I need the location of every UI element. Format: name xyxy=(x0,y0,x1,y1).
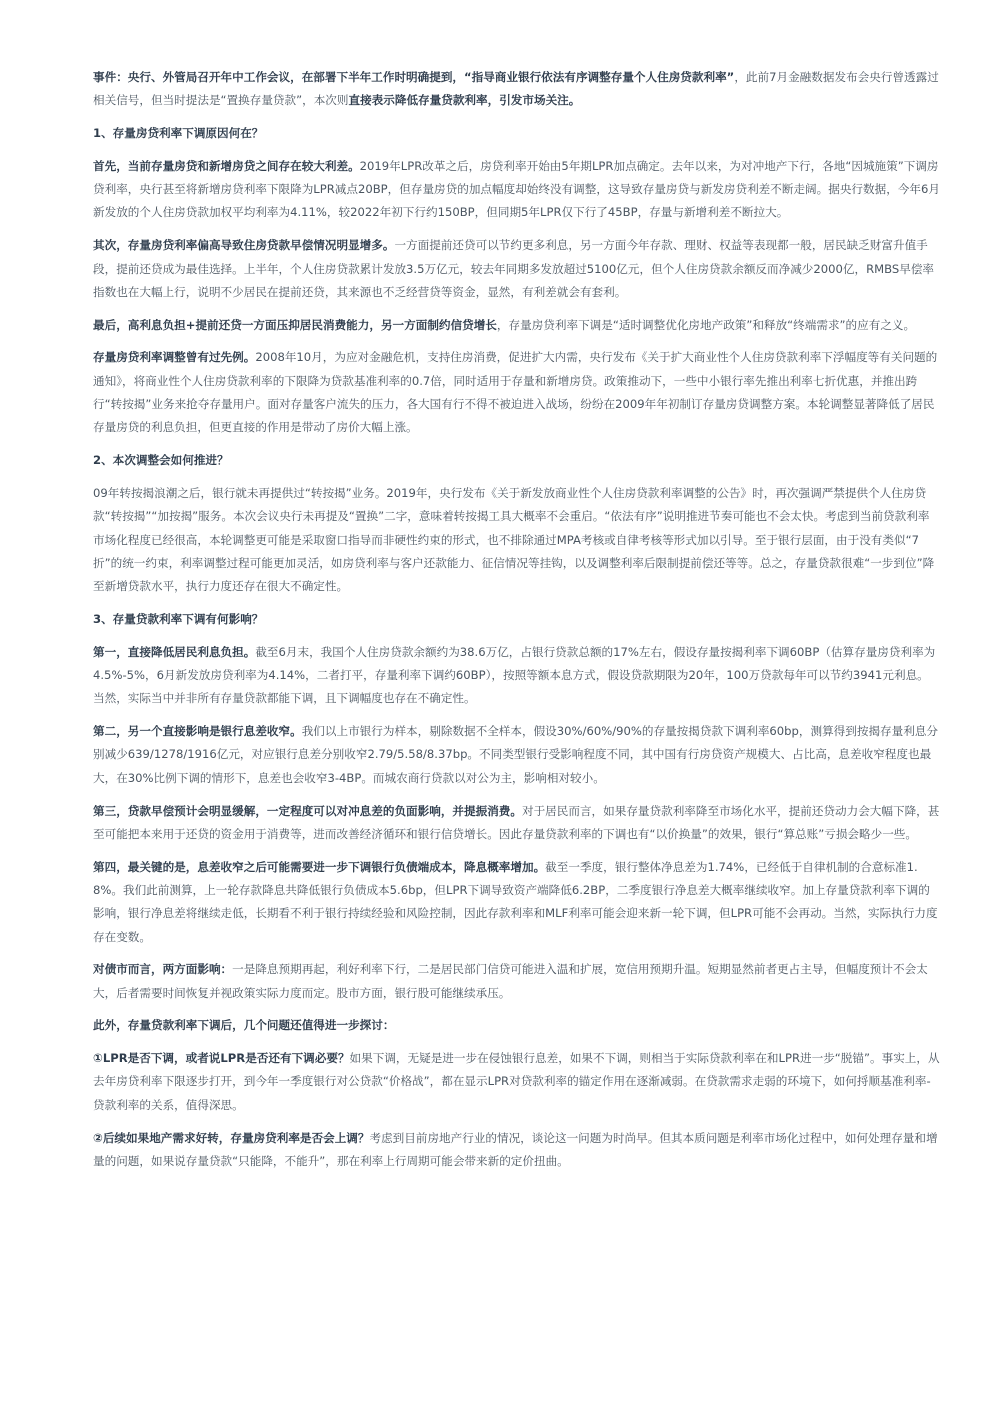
bold-text: 事件：央行、外管局召开年中工作会议，在部署下半年工作时明确提到，“指导商业银行依法有序调整存量个人住房贷款利率” xyxy=(93,70,735,84)
section-heading: 2、本次调整会如何推进？ xyxy=(93,453,229,468)
body-paragraph xyxy=(93,1047,940,1117)
bold-text: 第二，另一个直接影响是银行息差收窄。 xyxy=(93,724,302,739)
body-paragraph xyxy=(93,641,940,711)
bold-text: 直接表示降低存量贷款利率，引发市场关注。 xyxy=(348,93,581,108)
bold-text: 首先，当前存量房贷和新增房贷之间存在较大利差。 xyxy=(93,158,360,173)
bold-text: 第四，最关键的是，息差收窄之后可能需要进一步下调银行负债端成本，降息概率增加。 xyxy=(93,859,546,874)
bold-text: 对债市而言，两方面影响： xyxy=(93,962,233,977)
body-paragraph xyxy=(93,346,940,439)
body-text: ，此前7月金融数据发布会央行曾透露过相关信号，但当时提法是“置换存量贷款”，本次则 xyxy=(93,70,939,108)
body-text: 我们以上市银行为样本，剔除数据不全样本，假设30%/60%/90%的存量按揭贷款下调利率60bp，测算得到按揭存量利息分别减少639/1278/1916亿元，对应银行息差分别收窄2.79/5.58/8.37bp。不同类型银行受影响程度不同，其中国有行房贷资产规模大、占比高，息差收窄程度也最大，在30%比例下调的情形下，息差也会收窄3-4BP。而城农商行贷款以对公为主，影响相对较小。 xyxy=(93,724,939,785)
bold-text: 存量房贷利率调整曾有过先例。 xyxy=(93,350,256,365)
bold-text: 第三，贷款早偿预计会明显缓解，一定程度可以对冲息差的负面影响，并提振消费。 xyxy=(93,803,522,818)
body-paragraph xyxy=(93,482,940,598)
body-text: 截至6月末，我国个人住房贷款余额约为38.6万亿，占银行贷款总额的17%左右，假设存量按揭利率下调60BP（估算存量房贷利率为4.5%-5%，6月新发放房贷利率为4.14%，二者打平，存量利率下调约60BP），按照等额本息方式，假设贷款期限为20年，100万贷款每年可以节约3941元利息。当然，实际当中并非所有存量贷款都能下调，且下调幅度也存在不确定性。 xyxy=(93,644,936,706)
body-paragraph xyxy=(93,314,940,337)
body-text: 2019年LPR改革之后，房贷利率开始由5年期LPR加点确定。去年以来，为对冲地产下行，各地“因城施策”下调房贷利率，央行甚至将新增房贷利率下限降为LPR减点20BP，但存量房贷的加点幅度却始终没有调整，这导致存量房贷与新发房贷利差不断走阔。据央行数据，今年6月新发放的个人住房贷款加权平均利率为4.11%，较2022年初下行约150BP，但同期5年LPR仅下行了45BP，存量与新增利差不断拉大。 xyxy=(93,158,940,220)
body-paragraph xyxy=(93,155,940,225)
body-text: 对于居民而言，如果存量贷款利率降至市场化水平，提前还贷动力会大幅下降，甚至可能把本来用于还贷的资金用于消费等，进而改善经济循环和银行信贷增长。因此存量贷款利率的下调也有“以价换量”的效果，银行“算总账”亏损会略少一些。 xyxy=(93,803,940,841)
body-paragraph xyxy=(93,66,940,113)
section-heading: 1、存量房贷利率下调原因何在？ xyxy=(93,126,264,141)
section-heading: 3、存量贷款利率下调有何影响？ xyxy=(93,611,264,626)
bold-text: 最后，高利息负担+提前还贷一方面压抑居民消费能力，另一方面制约信贷增长 xyxy=(93,317,497,332)
body-paragraph xyxy=(93,800,940,847)
body-text: 考虑到目前房地产行业的情况，谈论这一问题为时尚早。但其本质问题是利率市场化过程中，如何处理存量和增量的问题，如果说存量贷款“只能降，不能升”，那在利率上行周期可能会带来新的定价扭曲。 xyxy=(93,1130,938,1168)
body-text: 截至一季度，银行整体净息差为1.74%，已经低于自律机制的合意标准1.8%。我们此前测算，上一轮存款降息共降低银行负债成本5.6bp，但LPR下调导致资产端降低6.2BP，二季度银行净息差大概率继续收窄。加上存量贷款利率下调的影响，银行净息差将继续走低，长期看不利于银行持续经验和风险控制，因此存款利率和MLF利率可能会迎来新一轮下调，但LPR可能不会再动。当然，实际执行力度存在变数。 xyxy=(93,859,938,944)
body-paragraph xyxy=(93,234,940,304)
section-heading: 此外，存量贷款利率下调后，几个问题还值得进一步探讨： xyxy=(93,1018,395,1033)
body-text: 如果下调，无疑是进一步在侵蚀银行息差，如果不下调，则相当于实际贷款利率在和LPR进一步“脱锚”。事实上，从去年房贷利率下限逐步打开，到今年一季度银行对公贷款“价格战”，都在显示LPR对贷款利率的锚定作用在逐渐减弱。在贷款需求走弱的环境下，如何捋顺基准利率-贷款利率的关系，值得深思。 xyxy=(93,1051,940,1112)
body-paragraph xyxy=(93,1127,940,1174)
bold-text: ①LPR是否下调，或者说LPR是否还有下调必要？ xyxy=(93,1051,350,1066)
body-text: 09年转按揭浪潮之后，银行就未再提供过“转按揭”业务。2019年，央行发布《关于新发放商业性个人住房贷款利率调整的公告》时，再次强调严禁提供个人住房贷款“转按揭”“加按揭”服务。本次会议央行未再提及“置换”二字，意味着转按揭工具大概率不会重启。“依法有序”说明推进节奏可能也不会太快。考虑到当前贷款利率市场化程度已经很高，本轮调整更可能是采取窗口指导而非硬性约束的形式，也不排除通过MPA考核或自律考核等形式加以引导。至于银行层面，由于没有类似“7折”的统一约束，利率调整过程可能更加灵活，如房贷利率与客户还款能力、征信情况等挂钩，以及调整利率后限制提前偿还等等。总之，存量贷款很难“一步到位”降至新增贷款水平，执行力度还存在很大不确定性。 xyxy=(93,485,935,594)
body-text: ，存量房贷利率下调是“适时调整优化房地产政策”和释放“终端需求”的应有之义。 xyxy=(496,317,916,332)
body-paragraph xyxy=(93,720,940,790)
body-text: 一方面提前还贷可以节约更多利息，另一方面今年存款、理财、权益等表现都一般，居民缺乏财富升值手段，提前还贷成为最佳选择。上半年，个人住房贷款累计发放3.5万亿元，较去年同期多发放超过5100亿元，但个人住房贷款余额反而净减少2000亿，RMBS早偿率指数也在大幅上行，说明不少居民在提前还贷，其来源也不乏经营贷等资金，显然，有利差就会有套利。 xyxy=(93,238,935,299)
body-paragraph xyxy=(93,958,940,1005)
body-text: 一是降息预期再起，利好利率下行，二是居民部门信贷可能进入温和扩展，宽信用预期升温。短期显然前者更占主导，但幅度预计不会太大，后者需要时间恢复并视政策实际力度而定。股市方面，银行股可能继续承压。 xyxy=(93,962,928,1000)
body-text: 2008年10月，为应对金融危机，支持住房消费，促进扩大内需，央行发布《关于扩大商业性个人住房贷款利率下浮幅度等有关问题的通知》，将商业性个人住房贷款利率的下限降为贷款基准利率的0.7倍，同时适用于存量和新增房贷。政策推动下，一些中小银行率先推出利率七折优惠，并推出跨行“转按揭”业务来抢夺存量用户。面对存量客户流失的压力，各大国有行不得不被迫进入战场，纷纷在2009年年初制订存量房贷调整方案。本轮调整显著降低了居民存量房贷的利息负担，但更直接的作用是带动了房价大幅上涨。 xyxy=(93,350,938,435)
bold-text: 其次，存量房贷利率偏高导致住房贷款早偿情况明显增多。 xyxy=(93,238,395,253)
bold-text: 第一，直接降低居民利息负担。 xyxy=(93,644,256,659)
bold-text: ②后续如果地产需求好转，存量房贷利率是否会上调？ xyxy=(93,1130,370,1145)
body-paragraph xyxy=(93,856,940,949)
